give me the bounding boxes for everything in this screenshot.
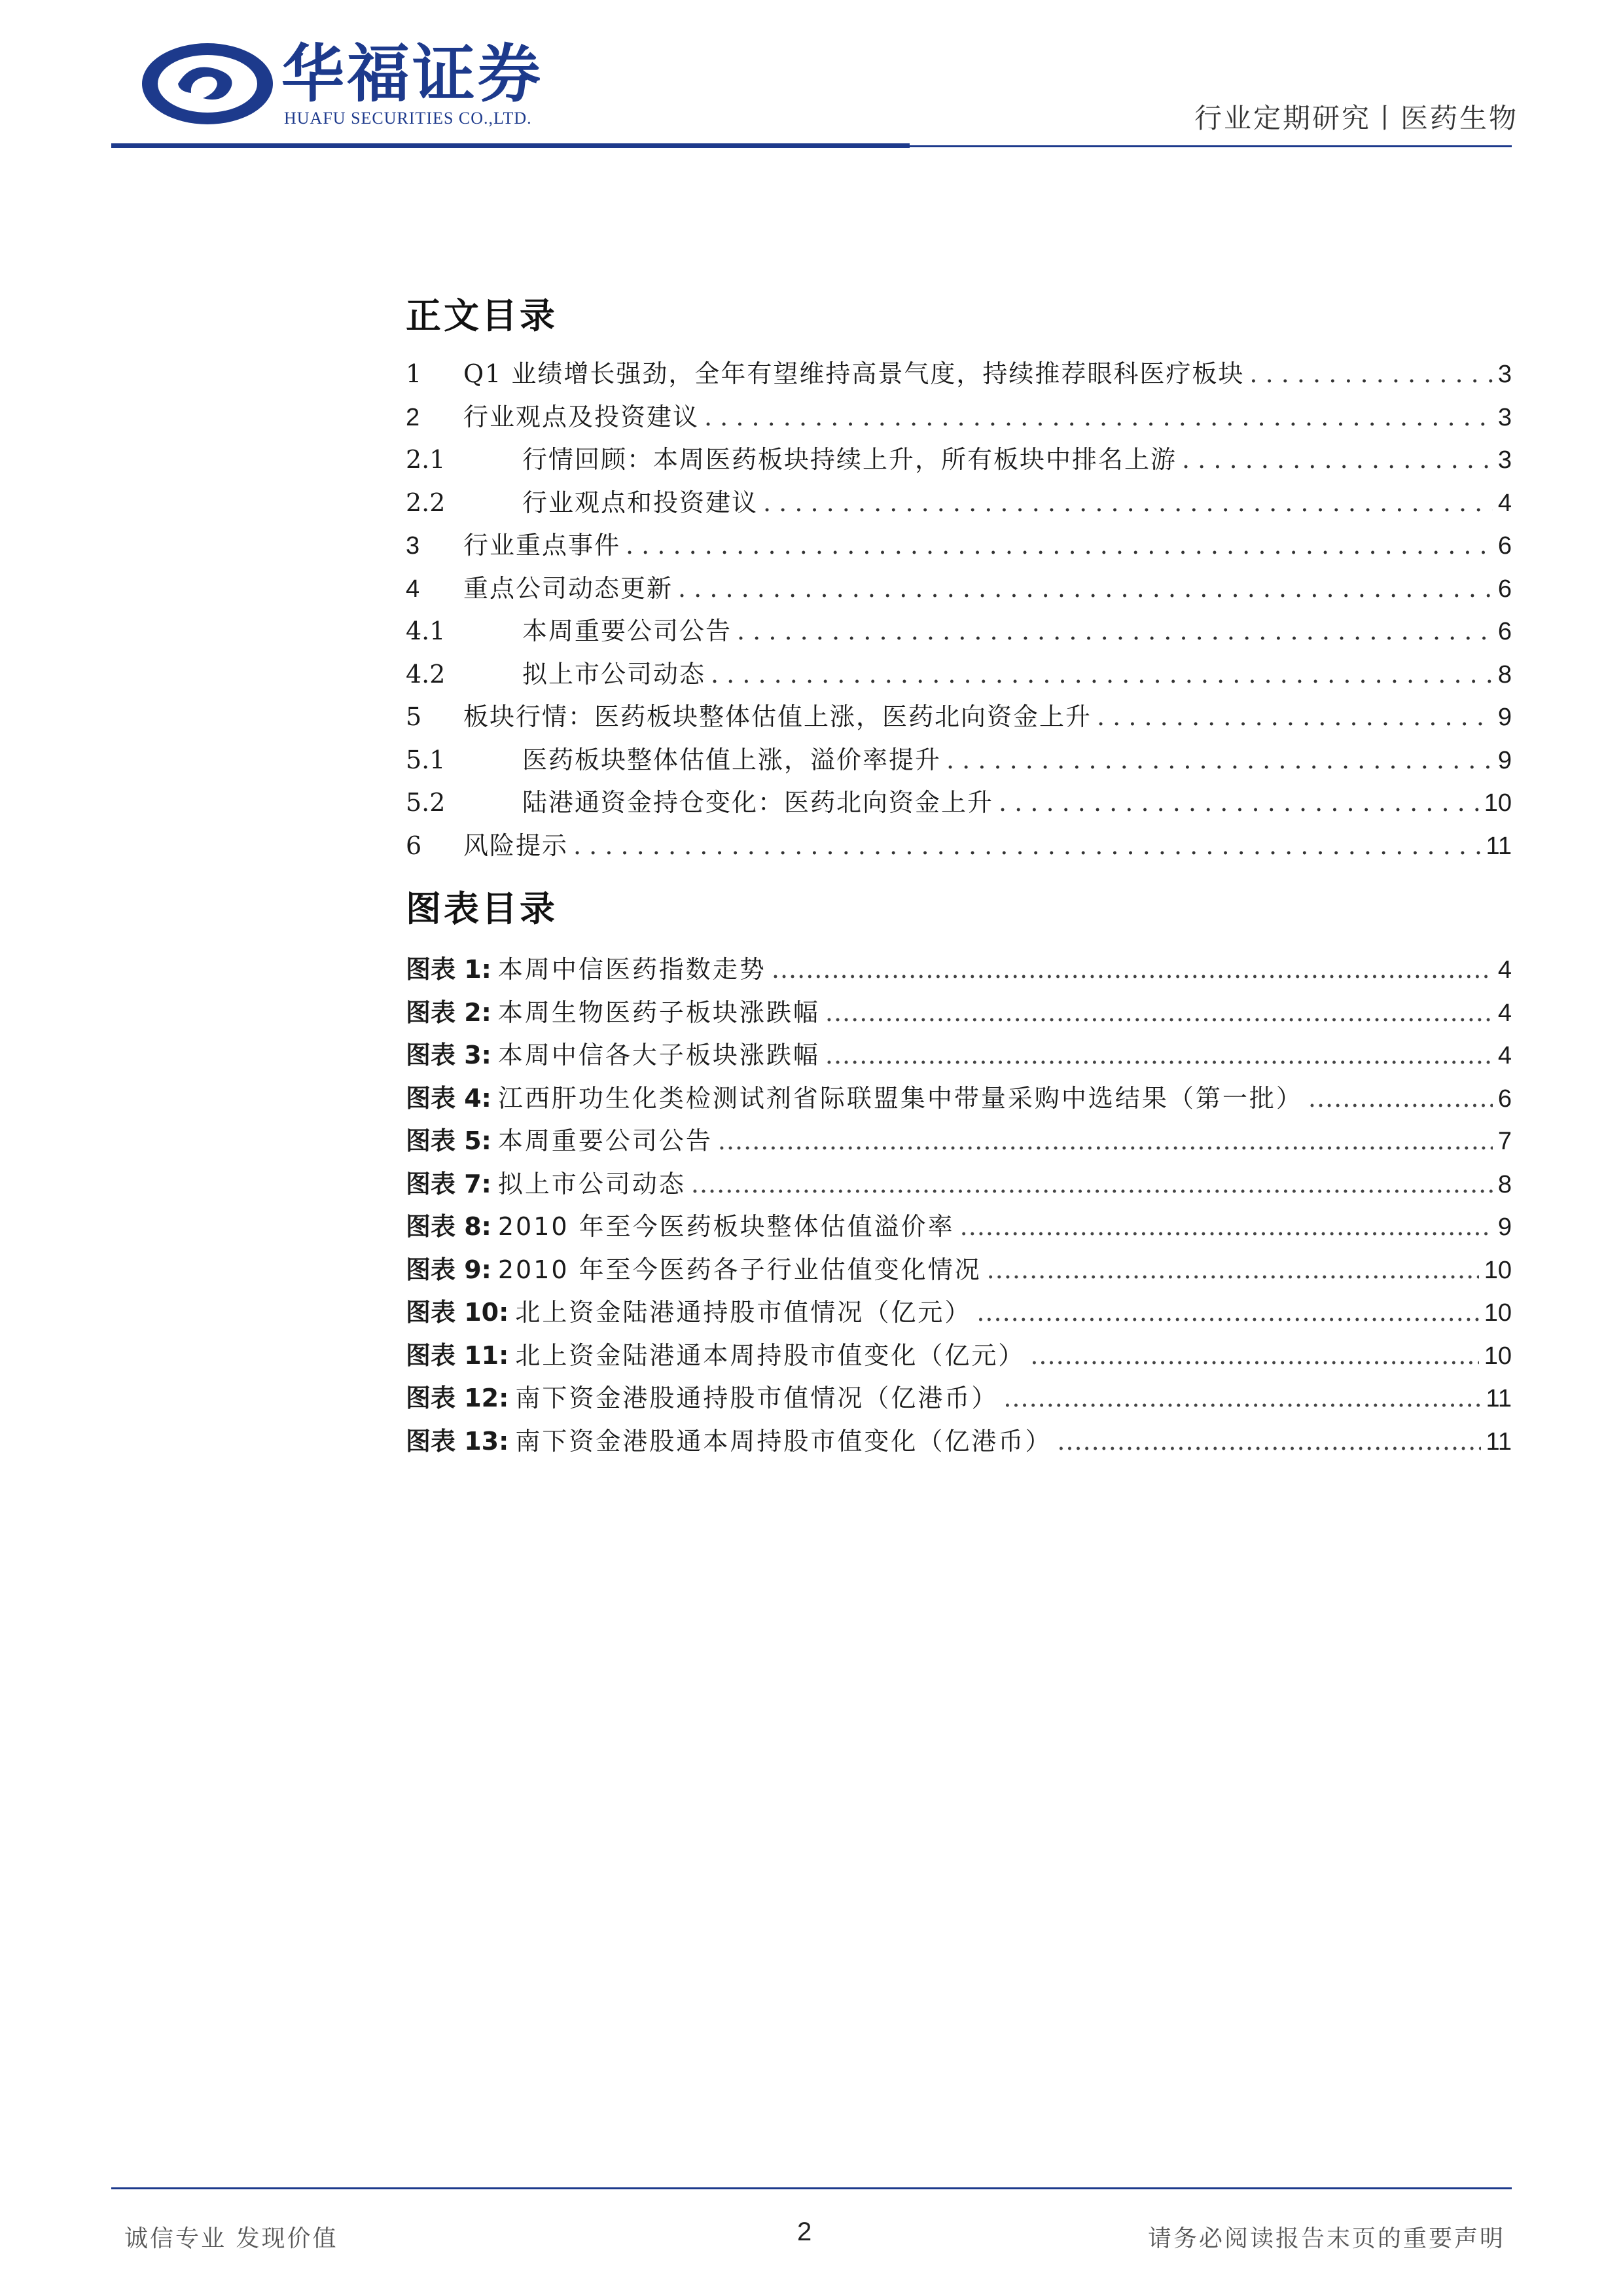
toc-entry-title: 陆港通资金持仓变化：医药北向资金上升 — [522, 788, 994, 817]
figure-entry-page: 4 — [1497, 1042, 1512, 1069]
figure-entry-title: 2010 年至今医药板块整体估值溢价率 — [497, 1212, 955, 1241]
figure-entry-title: 南下资金港股通本周持股市值变化（亿港币） — [515, 1426, 1052, 1456]
figure-entry-label: 图表 4: — [406, 1083, 491, 1113]
toc-entry-page: 4 — [1497, 489, 1512, 517]
toc-entry[interactable] — [406, 696, 1512, 736]
figure-dot-leader — [772, 955, 1493, 984]
huafu-logo-icon — [139, 38, 276, 130]
toc-dot-leader — [763, 488, 1493, 517]
toc-entry[interactable] — [406, 611, 1512, 650]
figure-dot-leader — [691, 1170, 1493, 1198]
footer-slogan: 诚信专业 发现价值 — [124, 2225, 338, 2252]
toc-entry[interactable] — [406, 439, 1512, 478]
figure-dot-leader — [1030, 1341, 1478, 1370]
figure-dot-leader — [1003, 1384, 1480, 1412]
figure-dot-leader — [825, 1041, 1493, 1069]
figure-toc-entry[interactable] — [406, 1249, 1512, 1289]
toc-entry[interactable] — [406, 525, 1512, 564]
figure-toc-entry[interactable] — [406, 1335, 1512, 1374]
figure-dot-leader — [960, 1212, 1493, 1241]
toc-entry-number: 2.1 — [406, 445, 446, 474]
figure-dot-leader — [718, 1126, 1493, 1155]
figure-dot-leader — [987, 1255, 1479, 1284]
figure-toc-entry[interactable] — [406, 1078, 1512, 1117]
toc-entry[interactable] — [406, 825, 1512, 865]
figure-entry-page: 4 — [1497, 956, 1512, 984]
toc-entry-title: 行业观点及投资建议 — [463, 402, 700, 431]
toc-dot-leader — [1097, 702, 1493, 731]
figure-entry-page: 10 — [1484, 1256, 1512, 1284]
toc-entry-page: 3 — [1497, 361, 1512, 388]
figure-entry-page: 11 — [1486, 1385, 1512, 1412]
toc-dot-leader — [711, 660, 1493, 689]
figure-entry-label: 图表 3: — [406, 1041, 491, 1069]
toc-entry-number: 4.1 — [406, 617, 446, 645]
figure-toc-entry[interactable] — [406, 1164, 1512, 1203]
figure-entry-page: 8 — [1497, 1170, 1512, 1198]
figure-dot-leader — [1308, 1084, 1493, 1113]
figure-entry-page: 11 — [1486, 1427, 1512, 1456]
figure-toc-entry[interactable] — [406, 1035, 1512, 1074]
figure-entry-title: 本周中信各大子板块涨跌幅 — [497, 1041, 820, 1069]
toc-entry-number: 6 — [406, 831, 422, 860]
footer-divider — [111, 2187, 1512, 2189]
toc-entry[interactable] — [406, 482, 1512, 522]
figure-entry-label: 图表 2: — [406, 997, 491, 1027]
toc-dot-leader — [573, 831, 1481, 860]
figure-entry-label: 图表 5: — [406, 1126, 491, 1155]
figure-entry-page: 10 — [1484, 1299, 1512, 1327]
figure-entry-title: 本周重要公司公告 — [497, 1126, 713, 1155]
toc-title: 正文目录 — [406, 295, 558, 336]
figure-entry-label: 图表 10: — [406, 1298, 509, 1327]
toc-entry-number: 5 — [406, 702, 422, 731]
toc-entry-title: 本周重要公司公告 — [522, 617, 732, 645]
figure-entry-title: 北上资金陆港通本周持股市值变化（亿元） — [515, 1340, 1026, 1370]
figure-dot-leader — [976, 1298, 1478, 1327]
header-divider — [111, 145, 1512, 147]
figure-entry-label: 图表 11: — [406, 1340, 509, 1370]
toc-entry-number: 3 — [406, 532, 420, 560]
figure-entry-label: 图表 9: — [406, 1255, 491, 1284]
toc-entry-title: 行业观点和投资建议 — [522, 488, 758, 517]
toc-entry[interactable] — [406, 654, 1512, 693]
figure-entry-page: 9 — [1497, 1213, 1512, 1241]
toc-entry-number: 1 — [406, 359, 422, 388]
company-logo — [139, 38, 558, 130]
toc-entry-title: 重点公司动态更新 — [463, 573, 673, 603]
toc-entry-number: 4.2 — [406, 659, 446, 689]
toc-dot-leader — [737, 617, 1493, 645]
toc-entry-page: 11 — [1486, 832, 1512, 860]
figure-entry-page: 10 — [1484, 1342, 1512, 1370]
figure-entry-title: 南下资金港股通持股市值情况（亿港币） — [515, 1384, 999, 1412]
logo-english-name: HUAFU SECURITIES CO.,LTD. — [284, 109, 532, 128]
figure-toc-entry[interactable] — [406, 949, 1512, 988]
logo-chinese-name: 华福证券 — [281, 37, 543, 111]
figure-entry-title: 拟上市公司动态 — [497, 1169, 686, 1198]
figure-entry-title: 2010 年至今医药各子行业估值变化情况 — [497, 1255, 982, 1284]
toc-dot-leader — [678, 574, 1493, 603]
figure-entry-title: 本周生物医药子板块涨跌幅 — [497, 997, 820, 1027]
toc-entry-title: 拟上市公司动态 — [522, 659, 706, 689]
toc-entry-title: 行情回顾：本周医药板块持续上升，所有板块中排名上游 — [522, 445, 1177, 474]
figure-entry-label: 图表 7: — [406, 1169, 491, 1198]
toc-entry-page: 6 — [1497, 575, 1512, 603]
toc-entry-title: 行业重点事件 — [463, 531, 621, 560]
page-number: 2 — [797, 2217, 812, 2246]
toc-entry[interactable] — [406, 353, 1512, 393]
figure-entry-label: 图表 1: — [406, 955, 491, 984]
toc-entry-number: 5.2 — [406, 788, 446, 817]
toc-dot-leader — [626, 531, 1493, 560]
toc-entry-page: 6 — [1497, 618, 1512, 645]
toc-dot-leader — [704, 403, 1493, 431]
toc-entry-title: Q1 业绩增长强劲，全年有望维持高景气度，持续推荐眼科医疗板块 — [463, 359, 1245, 388]
figure-toc-entry[interactable] — [406, 1378, 1512, 1417]
figure-toc-entry[interactable] — [406, 1292, 1512, 1331]
figure-entry-title: 江西肝功生化类检测试剂省际联盟集中带量采购中选结果（第一批） — [497, 1083, 1303, 1113]
figure-entry-page: 4 — [1497, 999, 1512, 1027]
figures-toc-title: 图表目录 — [406, 888, 558, 929]
toc-entry-number: 2.2 — [406, 488, 446, 517]
report-category: 行业定期研究丨医药生物 — [1194, 102, 1518, 134]
figure-entry-page: 7 — [1497, 1128, 1512, 1155]
toc-entry-page: 3 — [1497, 446, 1512, 474]
toc-dot-leader — [1249, 359, 1492, 388]
figure-toc-entry[interactable] — [406, 992, 1512, 1031]
figure-entry-title: 本周中信医药指数走势 — [497, 955, 766, 984]
figure-toc-entry[interactable] — [406, 1421, 1512, 1460]
toc-entry-page: 9 — [1497, 704, 1512, 731]
figure-dot-leader — [1057, 1427, 1480, 1456]
figure-entry-label: 图表 8: — [406, 1212, 491, 1241]
toc-entry[interactable] — [406, 568, 1512, 607]
toc-entry-number: 2 — [406, 403, 420, 431]
toc-dot-leader — [999, 788, 1479, 817]
toc-dot-leader — [1182, 445, 1493, 474]
toc-entry-page: 9 — [1497, 746, 1512, 774]
toc-entry[interactable] — [406, 740, 1512, 779]
toc-dot-leader — [946, 745, 1493, 774]
toc-entry-page: 8 — [1497, 660, 1512, 689]
figure-toc-entry[interactable] — [406, 1121, 1512, 1160]
page-header — [0, 0, 1623, 157]
toc-entry-page: 10 — [1484, 789, 1512, 817]
toc-entry-number: 5.1 — [406, 745, 446, 774]
toc-entry-number: 4 — [406, 575, 420, 603]
figure-entry-label: 图表 12: — [406, 1384, 509, 1412]
toc-entry-title: 医药板块整体估值上涨，溢价率提升 — [522, 745, 942, 774]
figure-dot-leader — [825, 998, 1493, 1027]
toc-entry-title: 风险提示 — [463, 831, 569, 860]
figure-entry-label: 图表 13: — [406, 1426, 509, 1456]
toc-entry-page: 6 — [1497, 532, 1512, 560]
toc-entry-title: 板块行情：医药板块整体估值上涨，医药北向资金上升 — [463, 702, 1092, 731]
toc-entry[interactable] — [406, 782, 1512, 821]
figure-entry-title: 北上资金陆港通持股市值情况（亿元） — [515, 1298, 972, 1327]
figure-toc-entry[interactable] — [406, 1206, 1512, 1246]
toc-entry[interactable] — [406, 397, 1512, 436]
footer-disclaimer: 请务必阅读报告末页的重要声明 — [1147, 2225, 1505, 2252]
figure-entry-page: 6 — [1497, 1085, 1512, 1113]
toc-entry-page: 3 — [1497, 403, 1512, 431]
